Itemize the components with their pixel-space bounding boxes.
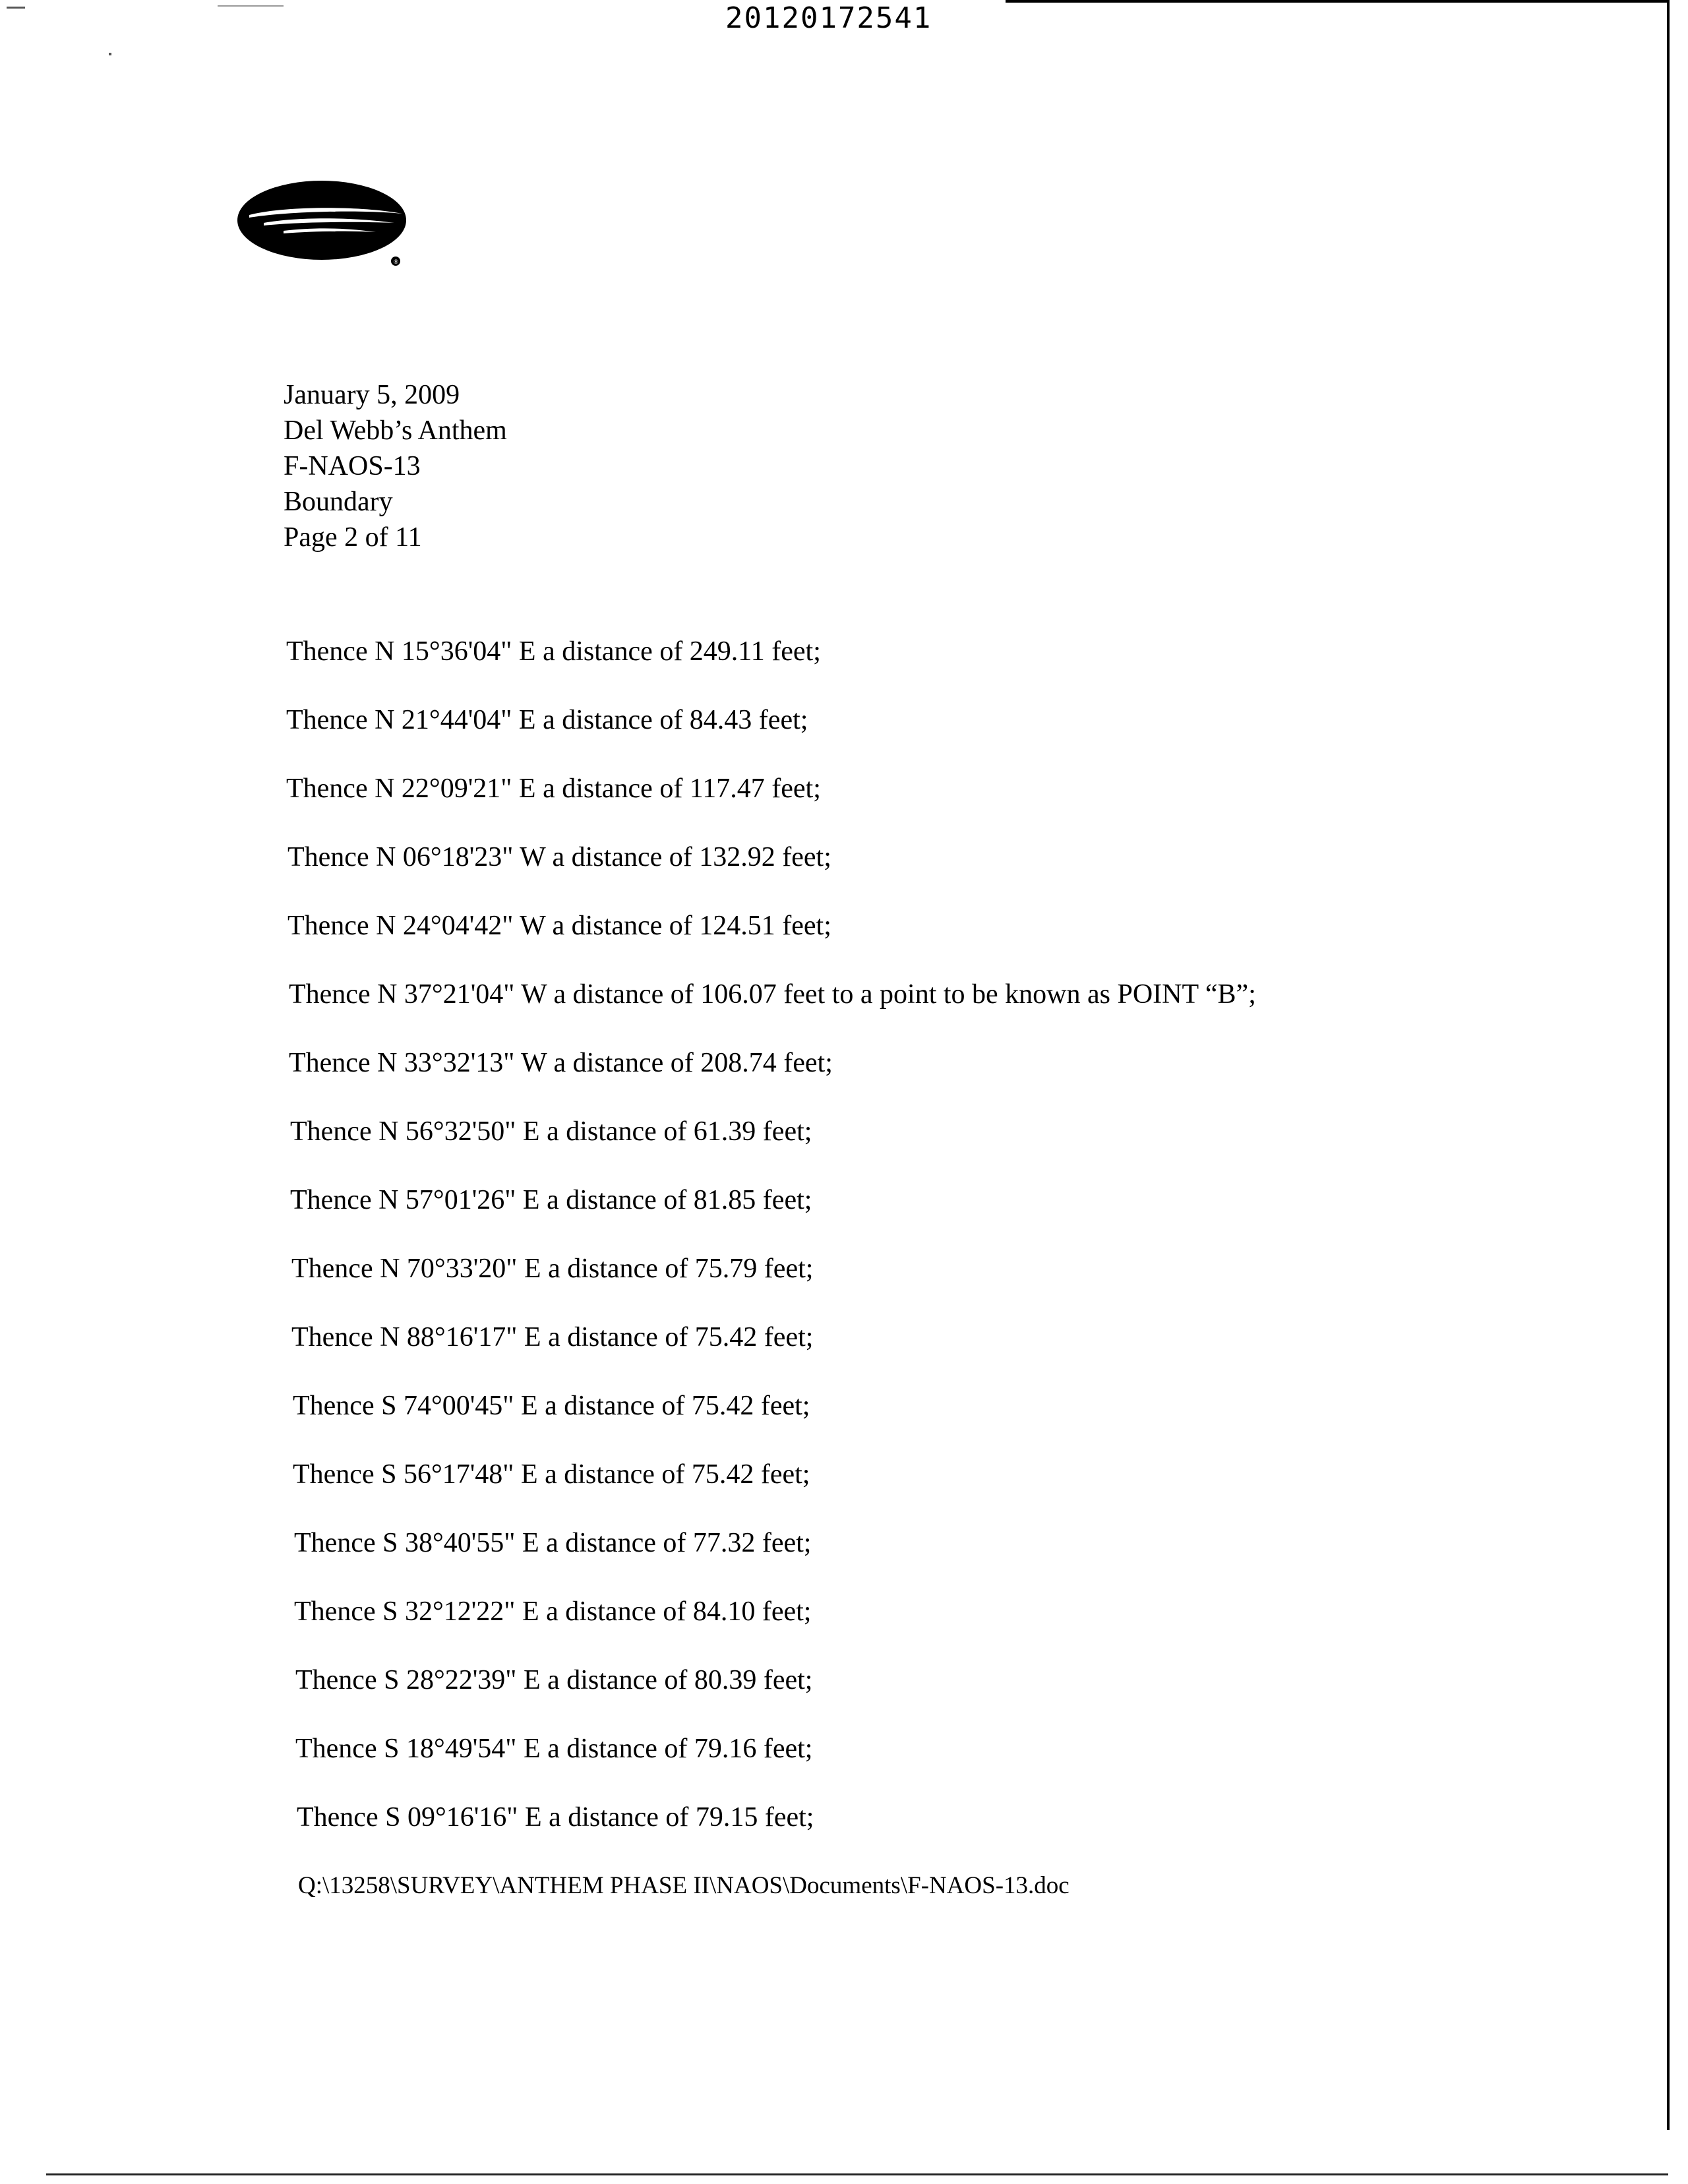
boundary-call: Thence N 15°36'04" E a distance of 249.11 feet; [286, 636, 821, 667]
boundary-call: Thence N 21°44'04" E a distance of 84.43 feet; [286, 705, 808, 735]
header-subject: Boundary [284, 487, 393, 517]
boundary-call: Thence N 56°32'50" E a distance of 61.39 feet; [290, 1116, 812, 1147]
boundary-call: Thence S 09°16'16" E a distance of 79.15 feet; [297, 1802, 814, 1833]
scan-border-bottom [46, 2173, 1668, 2175]
footer-file-path: Q:\13258\SURVEY\ANTHEM PHASE II\NAOS\Documents\F-NAOS-13.doc [298, 1872, 1070, 1899]
boundary-call: Thence N 88°16'17" E a distance of 75.42 feet; [291, 1322, 814, 1352]
boundary-call: Thence N 22°09'21" E a distance of 117.47 feet; [286, 774, 821, 804]
boundary-call: Thence N 57°01'26" E a distance of 81.85 feet; [290, 1185, 812, 1215]
boundary-call: Thence N 37°21'04" W a distance of 106.07 feet to a point to be known as POINT “B”; [289, 979, 1256, 1010]
boundary-call: Thence N 33°32'13" W a distance of 208.74 feet; [289, 1048, 833, 1078]
boundary-call: Thence S 28°22'39" E a distance of 80.39 feet; [295, 1665, 813, 1695]
scan-speck [7, 7, 25, 9]
scan-border-top [1006, 0, 1668, 3]
header-page: Page 2 of 11 [284, 522, 422, 553]
boundary-call: Thence N 06°18'23" W a distance of 132.92 feet; [287, 842, 831, 872]
recording-number: 20120172541 [725, 1, 932, 35]
scan-speck [218, 5, 284, 7]
document-header [284, 377, 507, 555]
boundary-calls-list [286, 617, 1256, 1852]
registered-mark: ® [393, 259, 399, 266]
scan-border-right [1667, 0, 1670, 2130]
boundary-call: Thence N 24°04'42" W a distance of 124.51 feet; [287, 911, 831, 941]
scan-speck [109, 53, 111, 55]
header-parcel: F-NAOS-13 [284, 451, 421, 481]
boundary-call: Thence S 18°49'54" E a distance of 79.16 feet; [295, 1734, 813, 1764]
header-project: Del Webb’s Anthem [284, 415, 507, 446]
header-date: January 5, 2009 [284, 380, 460, 410]
boundary-call: Thence S 38°40'55" E a distance of 77.32 feet; [294, 1528, 812, 1558]
oval-swoosh-logo-icon [237, 177, 409, 269]
boundary-call: Thence S 32°12'22" E a distance of 84.10 feet; [294, 1596, 812, 1627]
boundary-call: Thence S 74°00'45" E a distance of 75.42 feet; [293, 1391, 810, 1421]
boundary-call: Thence N 70°33'20" E a distance of 75.79 feet; [291, 1254, 814, 1284]
boundary-call: Thence S 56°17'48" E a distance of 75.42 feet; [293, 1459, 810, 1490]
